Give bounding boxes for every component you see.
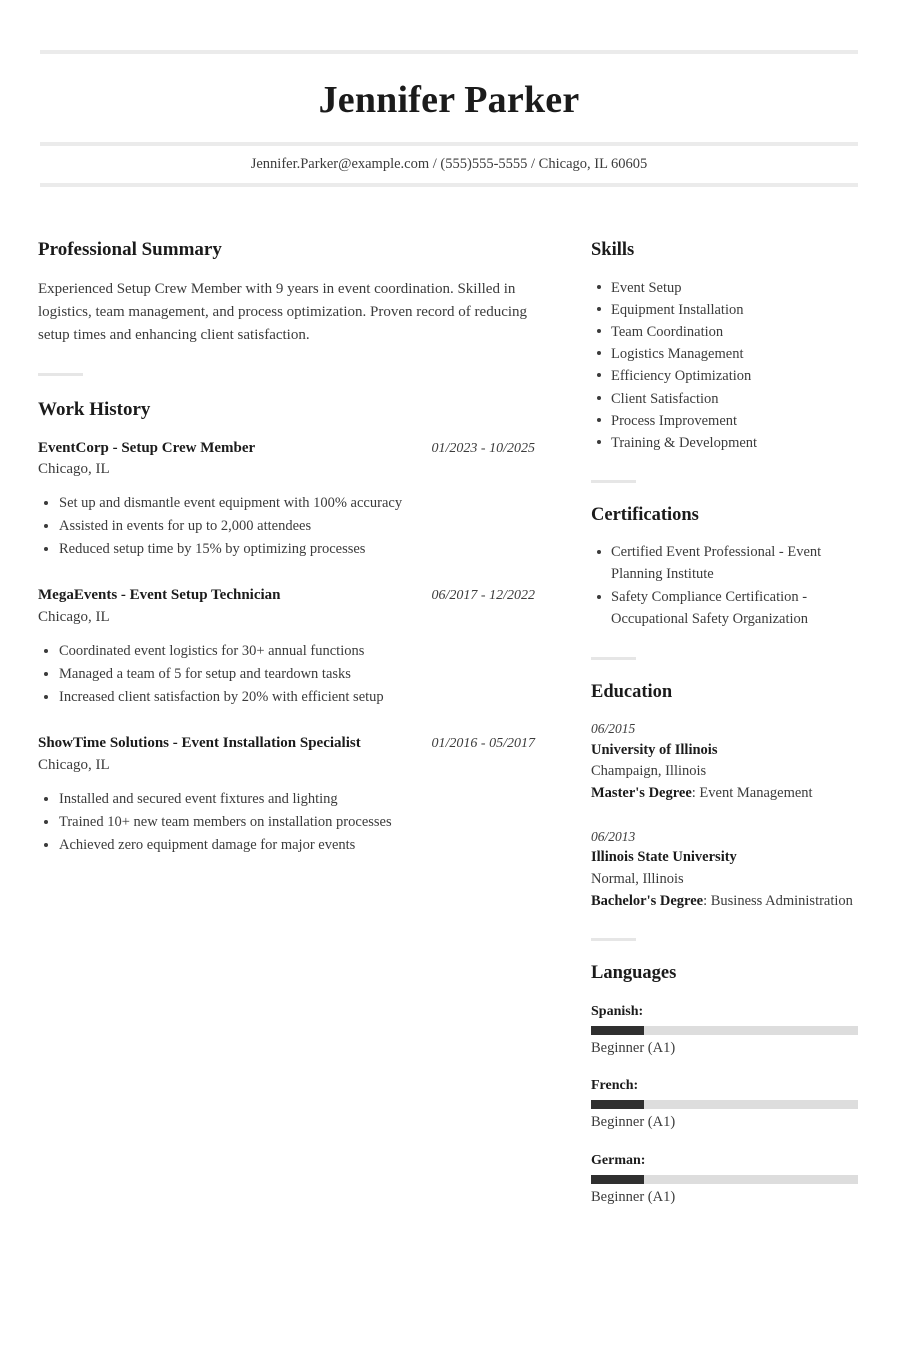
job-responsibility-item: Set up and dismantle event equipment with 100% accuracy: [38, 492, 535, 515]
language-entry: [591, 1001, 859, 1060]
section-divider-left: [38, 373, 83, 376]
section-title-skills: Skills: [591, 240, 635, 260]
education-degree: [591, 891, 859, 913]
education-degree-field: : Event Management: [691, 785, 813, 802]
job-location: Chicago, IL: [38, 609, 110, 626]
skill-item: Event Setup: [591, 277, 859, 299]
education-location: Normal, Illinois: [591, 870, 684, 887]
work-history-entry: [38, 733, 535, 857]
job-responsibility-list: [38, 640, 535, 709]
language-proficiency-bar: [591, 1100, 858, 1109]
certifications-list: [591, 542, 859, 631]
section-work-history: [38, 400, 535, 857]
skill-item: Team Coordination: [591, 321, 859, 343]
work-entry-header: [38, 733, 535, 754]
section-title-professional-summary: Professional Summary: [38, 239, 222, 260]
job-responsibility-item: Trained 10+ new team members on installation processes: [38, 811, 535, 834]
contact-line: Jennifer.Parker@example.com / (555)555-5555 / Chicago, IL 60605: [250, 156, 648, 172]
section-education: [591, 682, 859, 912]
job-title: ShowTime Solutions - Event Installation Specialist: [38, 734, 361, 751]
job-dates: 01/2016 - 05/2017: [431, 735, 535, 751]
language-level: Beginner (A1): [591, 1189, 676, 1206]
job-responsibility-item: Assisted in events for up to 2,000 attendees: [38, 515, 535, 538]
skill-item: Client Satisfaction: [591, 388, 859, 410]
section-title-certifications: Certifications: [591, 504, 699, 525]
language-proficiency-fill: [591, 1175, 644, 1184]
job-location: Chicago, IL: [38, 756, 110, 773]
job-dates: 01/2023 - 10/2025: [431, 440, 535, 456]
candidate-name: Jennifer Parker: [318, 79, 580, 121]
job-title: MegaEvents - Event Setup Technician: [38, 587, 281, 604]
education-entry: [591, 827, 859, 913]
section-professional-summary: [38, 240, 535, 347]
section-title-languages: Languages: [591, 963, 677, 984]
section-languages: [591, 963, 859, 1209]
right-column: [591, 240, 859, 1209]
language-entry: [591, 1075, 859, 1134]
job-responsibility-list: [38, 492, 535, 561]
education-location: Champaign, Illinois: [591, 763, 707, 780]
job-responsibility-item: Coordinated event logistics for 30+ annual functions: [38, 640, 535, 663]
job-dates: 06/2017 - 12/2022: [431, 588, 535, 604]
language-entry: [591, 1150, 859, 1209]
job-responsibility-item: Increased client satisfaction by 20% with efficient setup: [38, 686, 535, 709]
language-proficiency-bar: [591, 1026, 858, 1035]
skill-item: Training & Development: [591, 432, 859, 454]
work-history-list: [38, 438, 535, 857]
job-responsibility-item: Achieved zero equipment damage for major events: [38, 834, 535, 857]
education-date: 06/2015: [591, 721, 636, 737]
skill-item: Equipment Installation: [591, 299, 859, 321]
education-degree-label: Master's Degree: [591, 785, 692, 802]
education-entry: [591, 719, 859, 805]
work-entry-header: [38, 438, 535, 459]
section-skills: [591, 240, 859, 454]
resume-header: [40, 50, 858, 187]
skill-item: Efficiency Optimization: [591, 365, 859, 387]
language-proficiency-fill: [591, 1026, 644, 1035]
job-responsibility-item: Managed a team of 5 for setup and teardown tasks: [38, 663, 535, 686]
language-name: German:: [591, 1153, 646, 1169]
education-school: University of Illinois: [591, 741, 718, 758]
left-column: [38, 240, 535, 856]
section-divider-certifications: [591, 657, 636, 660]
language-level: Beginner (A1): [591, 1039, 676, 1056]
education-date: 06/2013: [591, 828, 636, 844]
education-school: Illinois State University: [591, 849, 737, 866]
language-proficiency-fill: [591, 1100, 644, 1109]
language-name: Spanish:: [591, 1003, 644, 1019]
education-degree-label: Bachelor's Degree: [591, 892, 704, 909]
job-responsibility-list: [38, 788, 535, 857]
education-degree-field: : Business Administration: [703, 892, 853, 909]
job-location: Chicago, IL: [38, 461, 110, 478]
skill-item: Logistics Management: [591, 343, 859, 365]
job-responsibility-item: Installed and secured event fixtures and lighting: [38, 788, 535, 811]
certification-item: Safety Compliance Certification - Occupational Safety Organization: [591, 587, 859, 631]
work-entry-header: [38, 585, 535, 606]
languages-list: [591, 1001, 859, 1209]
header-rule-bottom: [40, 183, 858, 187]
professional-summary-text: Experienced Setup Crew Member with 9 years in event coordination. Skilled in logistics, team management, and process optimization. Proven record of reducing setup times and enhancing client satisfaction.: [38, 280, 528, 343]
skills-list: [591, 277, 859, 453]
education-degree: [591, 783, 859, 805]
language-name: French:: [591, 1078, 639, 1094]
skill-item: Process Improvement: [591, 410, 859, 432]
section-title-work-history: Work History: [38, 398, 151, 420]
job-responsibility-item: Reduced setup time by 15% by optimizing processes: [38, 538, 535, 561]
section-certifications: [591, 505, 859, 631]
work-history-entry: [38, 585, 535, 709]
section-divider-education: [591, 938, 636, 941]
section-title-education: Education: [591, 681, 673, 702]
section-divider-skills: [591, 480, 636, 483]
certification-item: Certified Event Professional - Event Planning Institute: [591, 542, 859, 586]
education-list: [591, 719, 859, 912]
job-title: EventCorp - Setup Crew Member: [38, 439, 256, 456]
language-level: Beginner (A1): [591, 1114, 676, 1131]
work-history-entry: [38, 438, 535, 562]
language-proficiency-bar: [591, 1175, 858, 1184]
